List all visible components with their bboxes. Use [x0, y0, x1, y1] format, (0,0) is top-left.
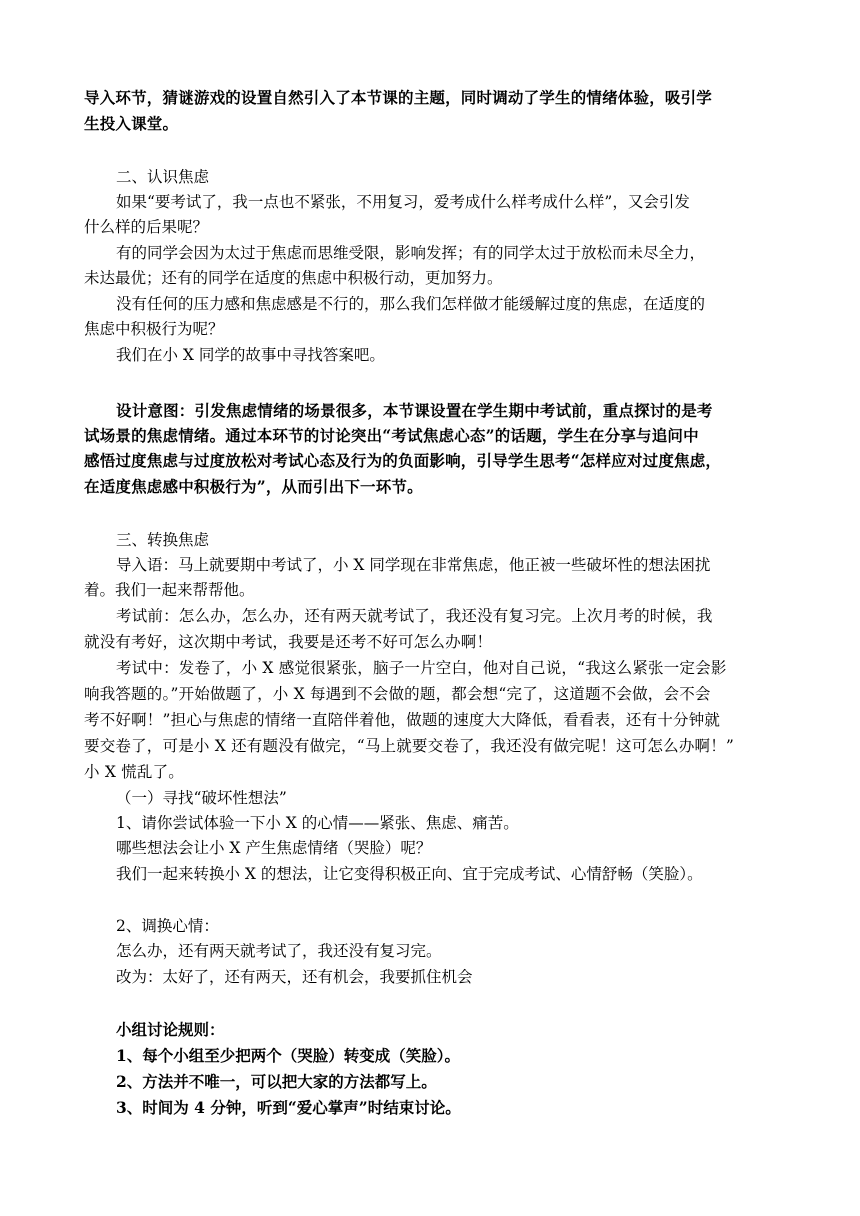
paragraph-line: 没有任何的压力感和焦虑感是不行的，那么我们怎样做才能缓解过度的焦虑，在适度的 [116, 295, 706, 313]
design-intent-line: 设计意图：引发焦虑情绪的场景很多，本节课设置在学生期中考试前，重点探讨的是考 [116, 401, 713, 420]
paragraph-line: 哪些想法会让小 X 产生焦虑情绪（哭脸）呢？ [116, 839, 432, 857]
paragraph-line: 焦虑中积极行为呢？ [84, 320, 224, 338]
subsection-heading: （一）寻找“破坏性想法” [116, 789, 287, 807]
design-intent-line: 在适度焦虑感中积极行为”，从而引出下一环节。 [84, 477, 423, 496]
paragraph-line: 我们一起来转换小 X 的想法，让它变得积极正向、宜于完成考试、心情舒畅（笑脸）。 [116, 865, 703, 883]
list-item: 2、调换心情： [116, 917, 219, 935]
section-heading: 二、认识焦虑 [116, 168, 210, 186]
paragraph-line: 导入语：马上就要期中考试了，小 X 同学现在非常焦虑，他正被一些破坏性的想法困扰 [116, 556, 711, 574]
paragraph-line: 有的同学会因为太过于焦虑而思维受限，影响发挥；有的同学太过于放松而未尽全力， [116, 244, 706, 262]
paragraph-line: 考试前：怎么办，怎么办，还有两天就考试了，我还没有复习完。上次月考的时候，我 [116, 607, 713, 625]
list-item: 1、请你尝试体验一下小 X 的心情——紧张、焦虑、痛苦。 [116, 814, 519, 832]
paragraph-line: 小 X 慌乱了。 [84, 763, 184, 781]
paragraph-line: 我们在小 X 同学的故事中寻找答案吧。 [116, 346, 385, 364]
section-heading: 三、转换焦虑 [116, 531, 210, 549]
paragraph-line: 如果“要考试了，我一点也不紧张，不用复习，爱考成什么样考成什么样”，又会引发 [116, 193, 690, 211]
paragraph-line: 未达最优；还有的同学在适度的焦虑中积极行动，更加努力。 [84, 269, 503, 287]
paragraph-line: 要交卷了，可是小 X 还有题没有做完，“马上就要交卷了，我还没有做完呢！这可怎么办啊！” [84, 737, 735, 755]
rule-item: 3、时间为 4 分钟，听到“爱心掌声”时结束讨论。 [116, 1098, 461, 1117]
rule-item: 1、每个小组至少把两个（哭脸）转变成（笑脸）。 [116, 1046, 461, 1065]
paragraph-line: 就没有考好，这次期中考试，我要是还考不好可怎么办啊！ [84, 633, 493, 651]
paragraph-line: 怎么办，还有两天就考试了，我还没有复习完。 [116, 942, 442, 960]
design-intent-line: 感悟过度焦虑与过度放松对考试心态及行为的负面影响，引导学生思考“怎样应对过度焦虑， [84, 451, 722, 470]
rule-item: 2、方法并不唯一，可以把大家的方法都写上。 [116, 1072, 437, 1091]
rules-title: 小组讨论规则： [116, 1020, 225, 1039]
paragraph-line: 考试中：发卷了，小 X 感觉很紧张，脑子一片空白，他对自己说，“我这么紧张一定会影 [116, 659, 727, 677]
paragraph-line: 改为：太好了，还有两天，还有机会，我要抓住机会 [116, 968, 473, 986]
paragraph-line: 响我答题的。”开始做题了，小 X 每遇到不会做的题，都会想“完了，这道题不会做，会不会 [84, 685, 711, 703]
design-intent-line: 试场景的焦虑情绪。通过本环节的讨论突出“考试焦虑心态”的话题，学生在分享与追问中 [84, 426, 699, 445]
design-intent-line: 导入环节，猜谜游戏的设置自然引入了本节课的主题，同时调动了学生的情绪体验，吸引学 [84, 88, 713, 107]
paragraph-line: 考不好啊！”担心与焦虑的情绪一直陪伴着他，做题的速度大大降低，看看表，还有十分钟就 [84, 711, 721, 729]
design-intent-line: 生投入课堂。 [84, 114, 179, 133]
paragraph-line: 着。我们一起来帮帮他。 [84, 581, 255, 599]
paragraph-line: 什么样的后果呢？ [84, 218, 209, 236]
